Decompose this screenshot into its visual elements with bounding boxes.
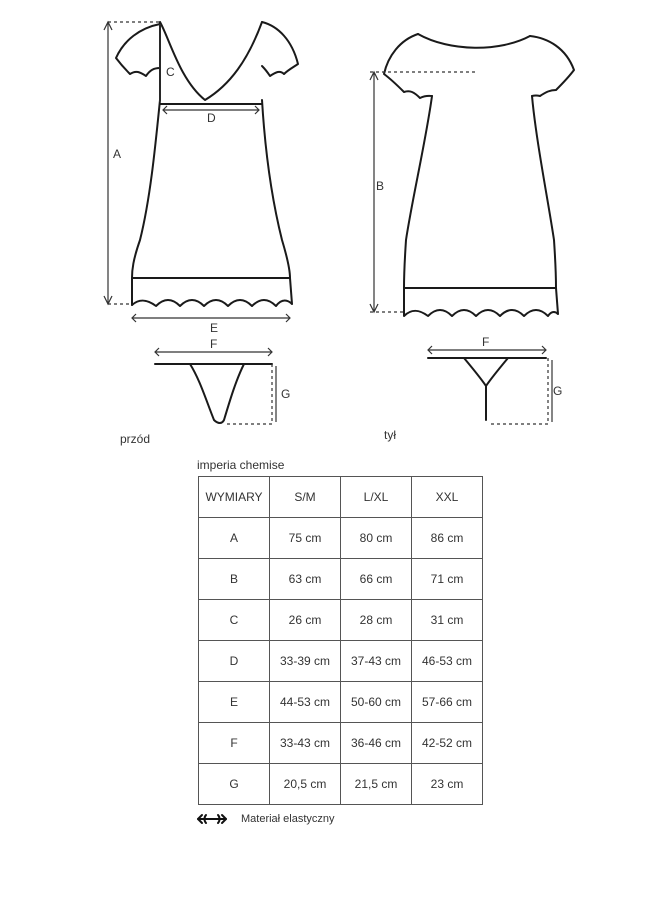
table-cell: 86 cm bbox=[412, 518, 483, 559]
table-title: imperia chemise bbox=[197, 458, 285, 472]
table-cell: 42-52 cm bbox=[412, 723, 483, 764]
table-cell: 20,5 cm bbox=[270, 764, 341, 805]
table-cell: G bbox=[199, 764, 270, 805]
table-cell: 57-66 cm bbox=[412, 682, 483, 723]
table-cell: F bbox=[199, 723, 270, 764]
label-f-back: F bbox=[482, 335, 490, 349]
table-header-row bbox=[199, 477, 483, 518]
label-e: E bbox=[210, 321, 219, 335]
table-cell: E bbox=[199, 682, 270, 723]
label-g-back: G bbox=[553, 384, 563, 398]
table-cell: 66 cm bbox=[341, 559, 412, 600]
front-thong-outline bbox=[155, 364, 272, 423]
table-cell: 33-43 cm bbox=[270, 723, 341, 764]
column-header: S/M bbox=[270, 477, 341, 518]
table-cell: 50-60 cm bbox=[341, 682, 412, 723]
label-g-front: G bbox=[281, 387, 291, 401]
table-cell: 75 cm bbox=[270, 518, 341, 559]
back-caption: tył bbox=[384, 428, 396, 442]
table-row bbox=[199, 723, 483, 764]
table-cell: 71 cm bbox=[412, 559, 483, 600]
label-d: D bbox=[207, 111, 216, 125]
table-cell: 33-39 cm bbox=[270, 641, 341, 682]
table-cell: D bbox=[199, 641, 270, 682]
table-cell: 31 cm bbox=[412, 600, 483, 641]
size-table bbox=[198, 476, 483, 805]
table-cell: 36-46 cm bbox=[341, 723, 412, 764]
table-cell: 23 cm bbox=[412, 764, 483, 805]
label-f-front: F bbox=[210, 337, 218, 351]
table-cell: 28 cm bbox=[341, 600, 412, 641]
table-cell: 26 cm bbox=[270, 600, 341, 641]
label-b: B bbox=[376, 179, 385, 193]
legend bbox=[195, 811, 335, 827]
column-header: WYMIARY bbox=[199, 477, 270, 518]
legend-text: Materiał elastyczny bbox=[241, 813, 335, 825]
elastic-arrow-icon bbox=[195, 812, 229, 826]
table-row bbox=[199, 559, 483, 600]
table-cell: 46-53 cm bbox=[412, 641, 483, 682]
column-header: XXL bbox=[412, 477, 483, 518]
table-cell: A bbox=[199, 518, 270, 559]
column-header: L/XL bbox=[341, 477, 412, 518]
table-cell: 37-43 cm bbox=[341, 641, 412, 682]
table-cell: B bbox=[199, 559, 270, 600]
table-cell: 80 cm bbox=[341, 518, 412, 559]
table-row bbox=[199, 641, 483, 682]
table-cell: 44-53 cm bbox=[270, 682, 341, 723]
back-chemise-outline bbox=[384, 34, 574, 316]
table-row bbox=[199, 682, 483, 723]
table-cell: C bbox=[199, 600, 270, 641]
front-chemise-outline bbox=[116, 22, 298, 306]
table-cell: 63 cm bbox=[270, 559, 341, 600]
table-cell: 21,5 cm bbox=[341, 764, 412, 805]
table-row bbox=[199, 764, 483, 805]
label-a: A bbox=[113, 147, 122, 161]
table-row bbox=[199, 518, 483, 559]
label-c: C bbox=[166, 65, 175, 79]
table-row bbox=[199, 600, 483, 641]
back-thong-outline bbox=[428, 358, 546, 420]
front-caption: przód bbox=[120, 432, 151, 446]
